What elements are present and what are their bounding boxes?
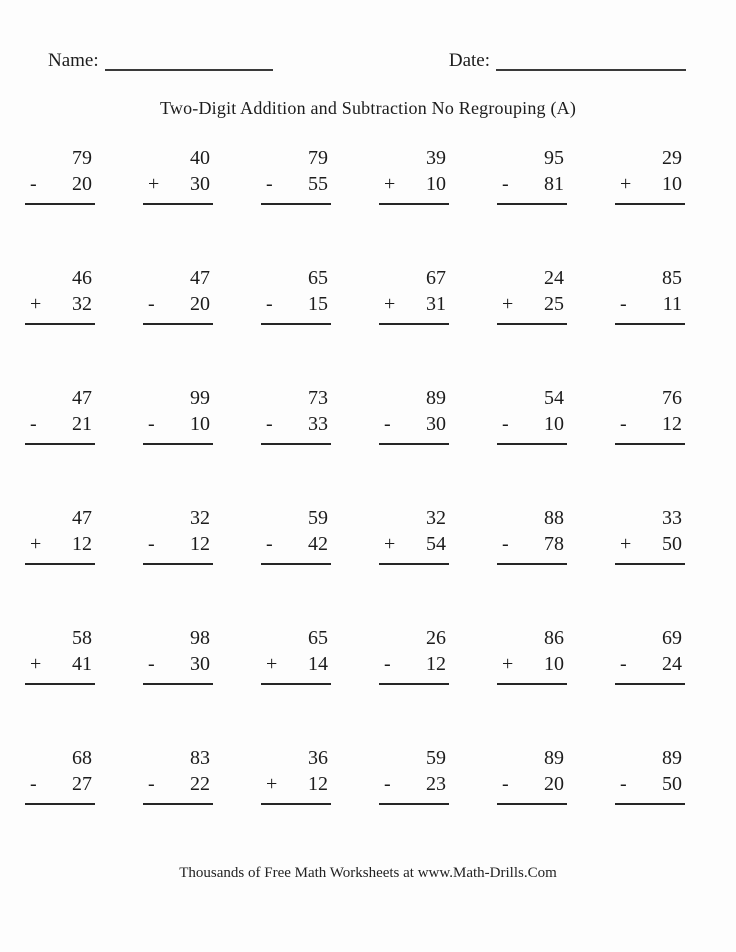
problem-bottom-operand: 30	[190, 173, 210, 195]
problem-top-operand: 32	[426, 507, 446, 529]
arithmetic-problem	[497, 145, 567, 205]
problem-bottom-operand: 12	[426, 653, 446, 675]
problem-operator: +	[30, 533, 42, 555]
arithmetic-problem	[143, 625, 213, 685]
problem-top-operand: 76	[662, 387, 682, 409]
problem-top-operand: 65	[308, 267, 328, 289]
arithmetic-problem	[25, 625, 95, 685]
problem-bottom-row	[497, 411, 567, 443]
problem-bottom-operand: 23	[426, 773, 446, 795]
arithmetic-problem	[497, 385, 567, 445]
problem-bottom-operand: 14	[308, 653, 328, 675]
problem-bottom-operand: 20	[544, 773, 564, 795]
problem-operator: -	[384, 653, 391, 675]
problem-bottom-row	[379, 651, 449, 683]
problem-top-operand: 47	[72, 387, 92, 409]
problem-operator: +	[502, 293, 514, 315]
problem-top-operand: 99	[190, 387, 210, 409]
problem-operator: -	[266, 173, 273, 195]
problem-operator: -	[266, 293, 273, 315]
problem-bottom-operand: 30	[190, 653, 210, 675]
problem-bottom-row	[497, 291, 567, 323]
problem-top-operand: 89	[426, 387, 446, 409]
arithmetic-problem	[615, 265, 685, 325]
arithmetic-problem	[379, 385, 449, 445]
problem-bottom-operand: 10	[426, 173, 446, 195]
problem-operator: +	[384, 293, 396, 315]
problem-operator: +	[266, 773, 278, 795]
arithmetic-problem	[497, 505, 567, 565]
problem-bottom-row	[25, 651, 95, 683]
problem-top-operand: 83	[190, 747, 210, 769]
arithmetic-problem	[25, 145, 95, 205]
problem-top-operand: 47	[190, 267, 210, 289]
arithmetic-problem	[379, 625, 449, 685]
problem-bottom-operand: 20	[72, 173, 92, 195]
problem-bottom-row	[615, 531, 685, 563]
problem-bottom-row	[615, 771, 685, 803]
problem-operator: -	[266, 413, 273, 435]
problem-operator: -	[620, 293, 627, 315]
problem-bottom-operand: 10	[544, 413, 564, 435]
problem-bottom-operand: 22	[190, 773, 210, 795]
arithmetic-problem	[143, 745, 213, 805]
problem-bottom-operand: 12	[72, 533, 92, 555]
arithmetic-problem	[615, 385, 685, 445]
problem-operator: -	[502, 773, 509, 795]
arithmetic-problem	[497, 745, 567, 805]
arithmetic-problem	[261, 265, 331, 325]
problem-top-operand: 95	[544, 147, 564, 169]
arithmetic-problem	[615, 625, 685, 685]
problem-top-operand: 33	[662, 507, 682, 529]
problem-bottom-row	[143, 651, 213, 683]
problem-bottom-operand: 21	[72, 413, 92, 435]
problem-operator: -	[30, 173, 37, 195]
problem-bottom-row	[379, 291, 449, 323]
problem-top-operand: 67	[426, 267, 446, 289]
problem-bottom-operand: 54	[426, 533, 446, 555]
problem-bottom-row	[379, 411, 449, 443]
problem-bottom-operand: 55	[308, 173, 328, 195]
date-label: Date:	[448, 50, 490, 71]
problem-bottom-row	[379, 171, 449, 203]
problem-operator: +	[30, 293, 42, 315]
problem-operator: -	[384, 773, 391, 795]
problem-top-operand: 65	[308, 627, 328, 649]
problem-bottom-operand: 33	[308, 413, 328, 435]
problem-operator: -	[30, 773, 37, 795]
problem-operator: -	[266, 533, 273, 555]
problem-bottom-operand: 30	[426, 413, 446, 435]
problem-operator: +	[30, 653, 42, 675]
problems-grid	[0, 145, 736, 805]
problem-bottom-row	[25, 771, 95, 803]
name-label: Name:	[48, 50, 99, 71]
problem-bottom-row	[261, 771, 331, 803]
problem-bottom-row	[379, 771, 449, 803]
problem-bottom-operand: 24	[662, 653, 682, 675]
arithmetic-problem	[25, 385, 95, 445]
header	[48, 50, 686, 72]
problem-operator: -	[148, 773, 155, 795]
problem-top-operand: 26	[426, 627, 446, 649]
date-blank-line	[496, 69, 686, 71]
problem-bottom-row	[261, 531, 331, 563]
arithmetic-problem	[379, 145, 449, 205]
problem-top-operand: 79	[308, 147, 328, 169]
problem-bottom-row	[379, 531, 449, 563]
problem-bottom-operand: 10	[662, 173, 682, 195]
problem-bottom-row	[25, 531, 95, 563]
problem-bottom-operand: 50	[662, 773, 682, 795]
arithmetic-problem	[379, 505, 449, 565]
problem-top-operand: 73	[308, 387, 328, 409]
arithmetic-problem	[497, 625, 567, 685]
problem-top-operand: 54	[544, 387, 564, 409]
problem-bottom-row	[615, 411, 685, 443]
problem-operator: -	[502, 413, 509, 435]
problem-bottom-row	[143, 531, 213, 563]
arithmetic-problem	[497, 265, 567, 325]
problem-bottom-operand: 12	[190, 533, 210, 555]
problem-bottom-row	[497, 171, 567, 203]
problem-top-operand: 89	[544, 747, 564, 769]
problem-bottom-row	[497, 771, 567, 803]
problem-top-operand: 89	[662, 747, 682, 769]
problem-top-operand: 68	[72, 747, 92, 769]
problem-bottom-operand: 12	[308, 773, 328, 795]
name-blank-line	[105, 69, 273, 71]
arithmetic-problem	[25, 265, 95, 325]
arithmetic-problem	[143, 265, 213, 325]
problem-bottom-row	[143, 411, 213, 443]
problem-bottom-row	[261, 411, 331, 443]
arithmetic-problem	[25, 745, 95, 805]
problem-top-operand: 79	[72, 147, 92, 169]
problem-operator: -	[620, 413, 627, 435]
problem-bottom-operand: 25	[544, 293, 564, 315]
problem-bottom-row	[143, 171, 213, 203]
problem-operator: -	[30, 413, 37, 435]
problem-operator: -	[148, 533, 155, 555]
problem-top-operand: 85	[662, 267, 682, 289]
arithmetic-problem	[379, 265, 449, 325]
problem-bottom-operand: 10	[190, 413, 210, 435]
problem-top-operand: 86	[544, 627, 564, 649]
date-field	[449, 50, 686, 72]
arithmetic-problem	[261, 745, 331, 805]
problem-top-operand: 36	[308, 747, 328, 769]
problem-bottom-operand: 27	[72, 773, 92, 795]
problem-top-operand: 29	[662, 147, 682, 169]
problem-top-operand: 46	[72, 267, 92, 289]
problem-operator: -	[148, 293, 155, 315]
problem-operator: +	[148, 173, 160, 195]
problem-bottom-operand: 11	[662, 293, 682, 315]
arithmetic-problem	[261, 625, 331, 685]
problem-top-operand: 88	[544, 507, 564, 529]
problem-bottom-operand: 20	[190, 293, 210, 315]
arithmetic-problem	[261, 385, 331, 445]
problem-bottom-operand: 12	[662, 413, 682, 435]
problem-bottom-operand: 42	[308, 533, 328, 555]
arithmetic-problem	[143, 145, 213, 205]
problem-bottom-operand: 78	[544, 533, 564, 555]
arithmetic-problem	[143, 385, 213, 445]
problem-top-operand: 58	[72, 627, 92, 649]
problem-bottom-operand: 15	[308, 293, 328, 315]
arithmetic-problem	[615, 745, 685, 805]
problem-bottom-row	[497, 531, 567, 563]
problem-bottom-row	[143, 771, 213, 803]
problem-bottom-row	[25, 411, 95, 443]
arithmetic-problem	[25, 505, 95, 565]
problem-operator: +	[620, 173, 632, 195]
problem-bottom-row	[143, 291, 213, 323]
problem-operator: +	[384, 533, 396, 555]
problem-operator: +	[266, 653, 278, 675]
problem-top-operand: 32	[190, 507, 210, 529]
problem-operator: -	[384, 413, 391, 435]
problem-operator: +	[620, 533, 632, 555]
problem-bottom-row	[25, 171, 95, 203]
problem-top-operand: 40	[190, 147, 210, 169]
problem-top-operand: 59	[308, 507, 328, 529]
problem-operator: -	[502, 533, 509, 555]
problem-bottom-row	[497, 651, 567, 683]
problem-operator: -	[620, 653, 627, 675]
problem-bottom-row	[615, 651, 685, 683]
problem-top-operand: 39	[426, 147, 446, 169]
problem-bottom-row	[615, 291, 685, 323]
arithmetic-problem	[379, 745, 449, 805]
problem-bottom-row	[261, 171, 331, 203]
problem-operator: -	[502, 173, 509, 195]
problem-top-operand: 24	[544, 267, 564, 289]
arithmetic-problem	[261, 505, 331, 565]
problem-operator: -	[148, 413, 155, 435]
problem-bottom-row	[261, 291, 331, 323]
problem-bottom-operand: 81	[544, 173, 564, 195]
problem-operator: -	[148, 653, 155, 675]
problem-operator: +	[384, 173, 396, 195]
arithmetic-problem	[615, 145, 685, 205]
problem-bottom-operand: 31	[426, 293, 446, 315]
problem-bottom-operand: 41	[72, 653, 92, 675]
arithmetic-problem	[143, 505, 213, 565]
problem-bottom-row	[25, 291, 95, 323]
problem-bottom-row	[615, 171, 685, 203]
name-field	[48, 50, 273, 72]
problem-bottom-row	[261, 651, 331, 683]
arithmetic-problem	[261, 145, 331, 205]
arithmetic-problem	[615, 505, 685, 565]
problem-top-operand: 98	[190, 627, 210, 649]
problem-operator: +	[502, 653, 514, 675]
problem-top-operand: 69	[662, 627, 682, 649]
problem-bottom-operand: 32	[72, 293, 92, 315]
problem-top-operand: 59	[426, 747, 446, 769]
footer-text: Thousands of Free Math Worksheets at www.Math-Drills.Com	[179, 865, 557, 881]
problem-operator: -	[620, 773, 627, 795]
problem-top-operand: 47	[72, 507, 92, 529]
problem-bottom-operand: 10	[544, 653, 564, 675]
problem-bottom-operand: 50	[662, 533, 682, 555]
worksheet-title: Two-Digit Addition and Subtraction No Regrouping (A)	[159, 98, 577, 118]
